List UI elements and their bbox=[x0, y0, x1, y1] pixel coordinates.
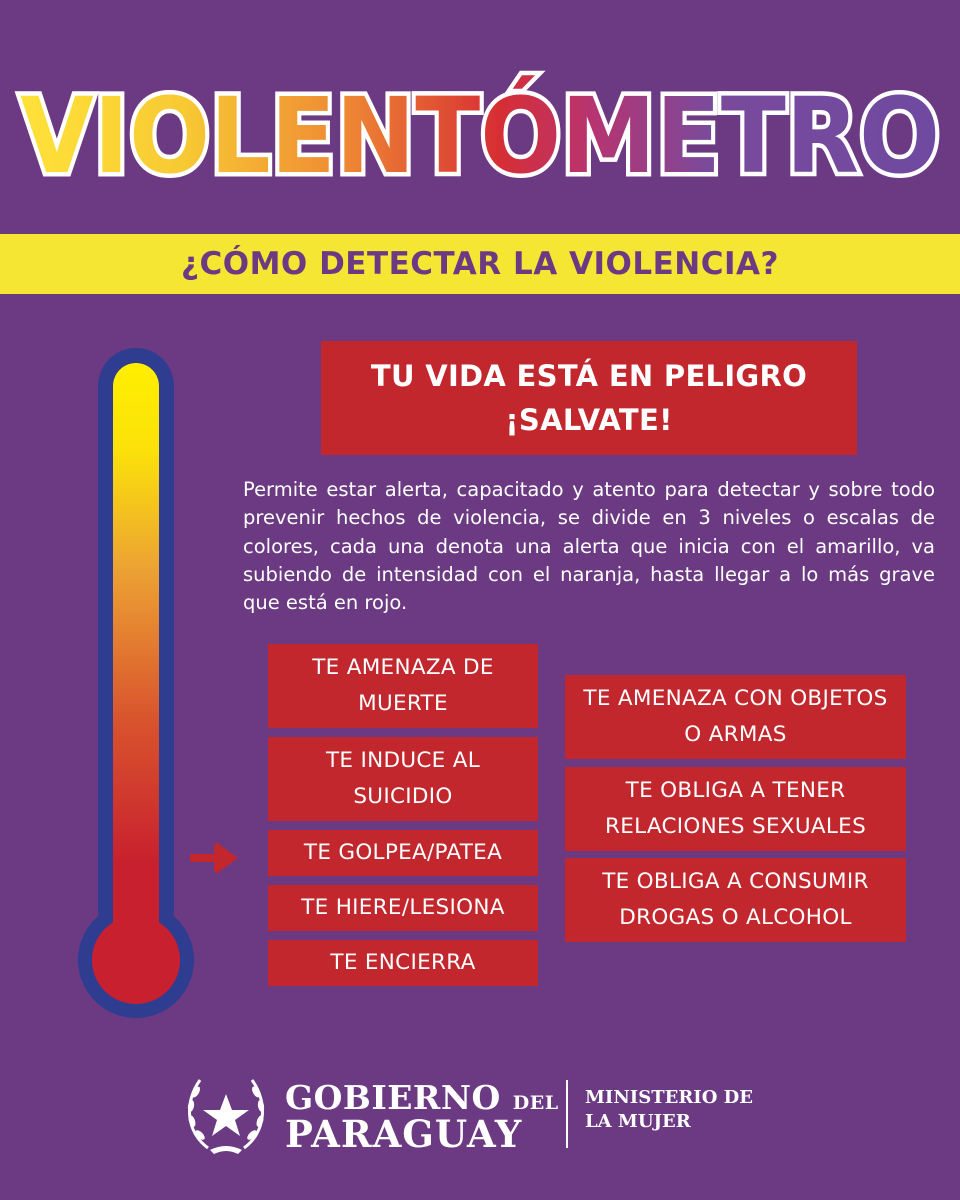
item-amenaza-muerte: TE AMENAZA DE MUERTE bbox=[268, 644, 538, 728]
ministry-line2: LA MUJER bbox=[585, 1111, 691, 1132]
thermometer-icon bbox=[0, 0, 260, 1050]
banner-text: ¿CÓMO DETECTAR LA VIOLENCIA? bbox=[180, 246, 779, 282]
item-amenaza-armas: TE AMENAZA CON OBJETOS O ARMAS bbox=[565, 675, 906, 759]
danger-line1: TU VIDA ESTÁ EN PELIGRO bbox=[370, 359, 808, 393]
title-text: VIOLENTÓMETRO bbox=[20, 75, 940, 197]
item-golpea-patea: TE GOLPEA/PATEA bbox=[268, 830, 538, 876]
description: Permite estar alerta, capacitado y atento para detectar y sobre todo prevenir hechos de violencia, se divide en 3 niveles o escalas de colores, cada una denota una alerta que inicia con el amarillo, va subiendo de intensidad con el naranja, hasta llegar a lo más grave que está en rojo. bbox=[243, 478, 935, 615]
item-encierra: TE ENCIERRA bbox=[268, 940, 538, 986]
gobierno-word: GOBIERNO bbox=[285, 1078, 501, 1117]
ministry-line1: MINISTERIO DE bbox=[585, 1087, 753, 1108]
ministry-text bbox=[585, 1086, 753, 1134]
footer-logos bbox=[180, 1068, 800, 1158]
item-induce-suicidio: TE INDUCE AL SUICIDIO bbox=[268, 737, 538, 821]
arrow-right-icon bbox=[190, 840, 240, 880]
item-drogas-alcohol: TE OBLIGA A CONSUMIR DROGAS O ALCOHOL bbox=[565, 858, 906, 942]
paraguay-seal-icon bbox=[180, 1068, 272, 1158]
footer-divider bbox=[566, 1080, 568, 1148]
danger-box bbox=[321, 341, 857, 455]
item-hiere-lesiona: TE HIERE/LESIONA bbox=[268, 885, 538, 931]
danger-line2: ¡SALVATE! bbox=[505, 403, 673, 437]
paraguay-text: PARAGUAY bbox=[285, 1112, 523, 1156]
item-relaciones-sexuales: TE OBLIGA A TENER RELACIONES SEXUALES bbox=[565, 767, 906, 851]
del-word: DEL bbox=[512, 1092, 559, 1114]
